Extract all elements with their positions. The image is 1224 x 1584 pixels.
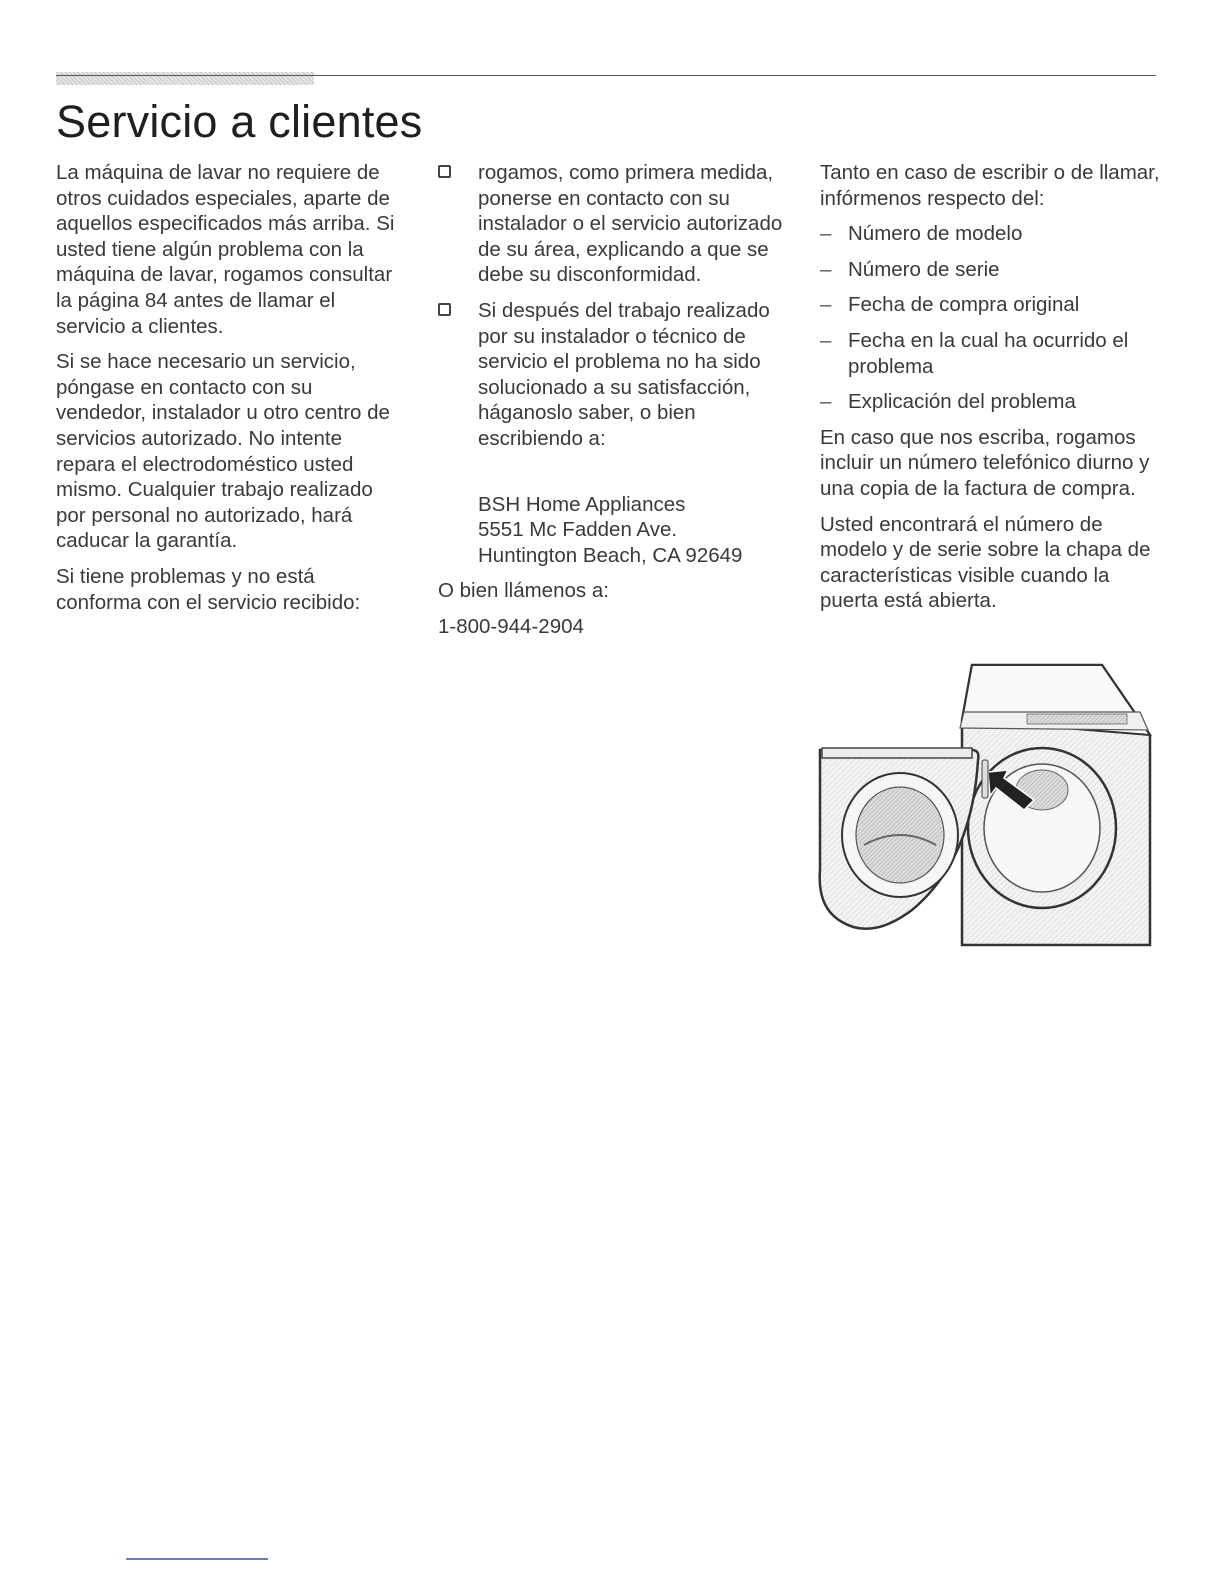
paragraph: Tanto en caso de escribir o de llamar, infórmenos respecto del:	[820, 161, 1160, 210]
list-item: – Fecha en la cual ha ocurrido el problema	[820, 328, 1160, 379]
footer-rule	[126, 1558, 268, 1560]
info-list	[820, 221, 1160, 415]
column-3	[820, 160, 1160, 614]
checkbox-icon	[438, 165, 451, 178]
paragraph: En caso que nos escriba, rogamos incluir un número telefónico diurno y una copia de la factura de compra.	[820, 425, 1150, 500]
list-item: – Número de modelo	[820, 221, 1160, 247]
checklist-item	[438, 298, 788, 452]
mailing-address	[438, 492, 788, 569]
list-item: – Fecha de compra original	[820, 292, 1160, 318]
paragraph: Si tiene problemas y no está conforma con el servicio recibido:	[56, 564, 361, 614]
call-text: O bien llámenos a:	[438, 579, 609, 603]
checklist-text: rogamos, como primera medida, ponerse en contacto con su instalador o el servicio autorizado de su área, explicando a que se debe su disconformidad.	[478, 161, 783, 287]
checklist-text: Si después del trabajo realizado por su instalador o técnico de servicio el problema no ha sido solucionado a su satisfacción, háganoslo saber, o bien escribiendo a:	[478, 298, 770, 450]
checklist-item	[438, 160, 788, 288]
washer-illustration	[812, 660, 1158, 950]
phone-number: 1-800-944-2904	[438, 614, 584, 638]
address-line: BSH Home Appliances	[478, 492, 686, 516]
list-item: – Número de serie	[820, 257, 1160, 283]
paragraph: La máquina de lavar no requiere de otros cuidados especiales, aparte de aquellos especificados más arriba. Si usted tiene algún problema con la máquina de lavar, rogamos consultar la página 84 antes de llamar el servicio a clientes.	[56, 161, 395, 338]
paragraph: Usted encontrará el número de modelo y de serie sobre la chapa de características visible cuando la puerta está abierta.	[820, 512, 1151, 613]
address-line: 5551 Mc Fadden Ave.	[478, 518, 678, 542]
list-item: – Explicación del problema	[820, 389, 1160, 415]
paragraph: Si se hace necesario un servicio, póngase en contacto con su vendedor, instalador u otro centro de servicios autorizado. No intente repara el electrodoméstico usted mismo. Cualquier trabajo realizado por personal no autorizado, hará caducar la garantía.	[56, 350, 390, 553]
page-title: Servicio a clientes	[56, 96, 423, 147]
address-line: Huntington Beach, CA 92649	[478, 543, 743, 567]
header-decorative-bar	[56, 72, 314, 85]
column-1	[56, 160, 396, 615]
header-rule	[56, 75, 1156, 76]
column-2	[438, 160, 788, 640]
checkbox-icon	[438, 303, 451, 316]
